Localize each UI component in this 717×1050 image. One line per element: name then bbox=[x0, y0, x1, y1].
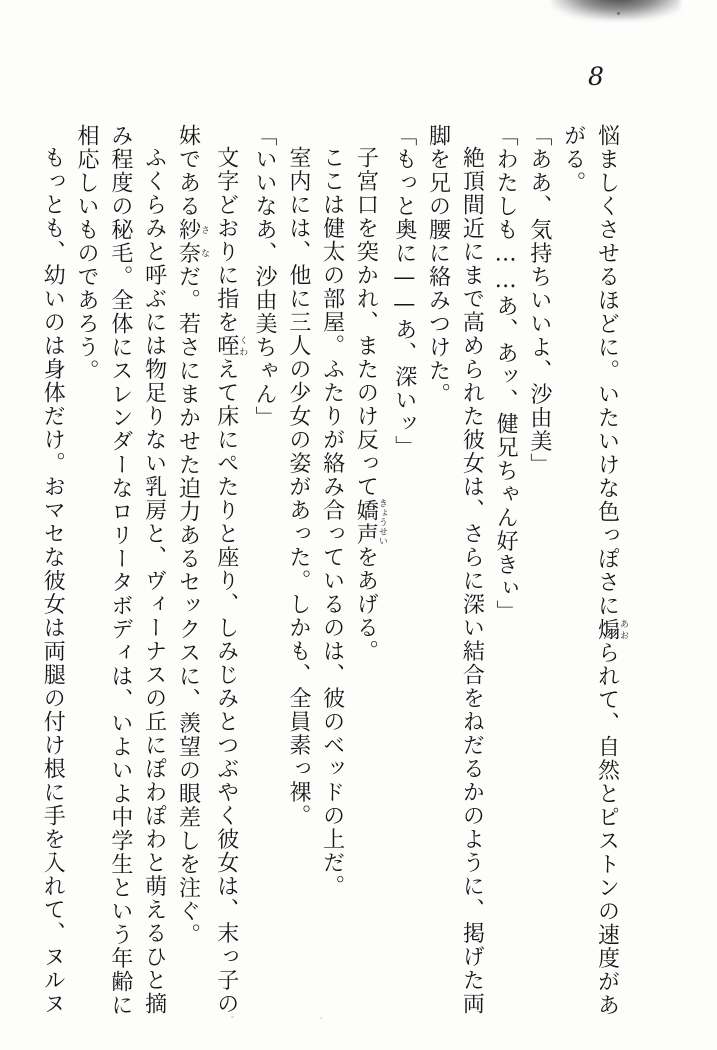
ruby-annotated-text: 紗奈さな bbox=[175, 218, 209, 265]
scan-speck bbox=[320, 1017, 322, 1019]
text-column: 文字どおりに指を咥くわえて床にぺたりと座り、しみじみとつぶやく彼女は、末っ子の bbox=[213, 146, 248, 1016]
scan-artifact-smudge bbox=[552, 0, 680, 20]
ruby-annotated-text: 咥くわ bbox=[213, 334, 248, 358]
page-number: 8 bbox=[588, 62, 604, 91]
text-column: 絶頂間近にまで高められた彼女は、さらに深い結合をねだるかのように、掲げた両 bbox=[459, 146, 485, 1016]
text-column: 妹である紗奈さなだ。若さにまかせた迫力あるセックスに、羨望の眼差しを注ぐ。 bbox=[175, 124, 209, 947]
text-column: 「もっと奥に——あ、深いッ」 bbox=[391, 124, 417, 459]
text-column: 「わたしも……あ、あッ、健兄ちゃん好きぃ」 bbox=[493, 124, 519, 624]
text-column: 相応しいものであろう。 bbox=[74, 124, 100, 383]
text-column: 「ああ、気持ちいいよ、沙由美」 bbox=[526, 124, 552, 477]
text-block bbox=[35, 124, 628, 1017]
text-column: 脚を兄の腰に絡みつけた。 bbox=[425, 124, 451, 406]
text-column: ふくらみと呼ぶには物足りない乳房と、ヴィーナスの丘にぽわぽわと萌えるひと摘 bbox=[141, 146, 167, 1016]
text-column: がる。 bbox=[560, 124, 586, 195]
scan-speck bbox=[617, 12, 620, 15]
ruby-annotated-text: 煽あお bbox=[594, 617, 628, 641]
text-column: 悩ましくさせるほどに。いたいけな色っぽさに煽あおられて、自然とピストンの速度があ bbox=[594, 124, 628, 1017]
text-column: み程度の秘毛。全体にスレンダーなロリータボディは、いよいよ中学生という年齢に bbox=[107, 124, 133, 1017]
text-column: もっとも、幼いのは身体だけ。おマセな彼女は両腿の付け根に手を入れて、ヌルヌ bbox=[40, 146, 66, 1016]
text-column: 室内には、他に三人の少女の姿があった。しかも、全員素っ裸。 bbox=[285, 146, 311, 828]
text-column: 子宮口を突かれ、またのけ反って嬌声きょうせいをあげる。 bbox=[353, 146, 387, 663]
text-column: 「いいなあ、沙由美ちゃん」 bbox=[252, 124, 278, 430]
ruby-annotated-text: 嬌声きょうせい bbox=[353, 498, 387, 546]
scan-speck bbox=[231, 1016, 234, 1018]
text-column: ここは健太の部屋。ふたりが絡み合っているのは、彼のベッドの上だ。 bbox=[319, 146, 345, 898]
